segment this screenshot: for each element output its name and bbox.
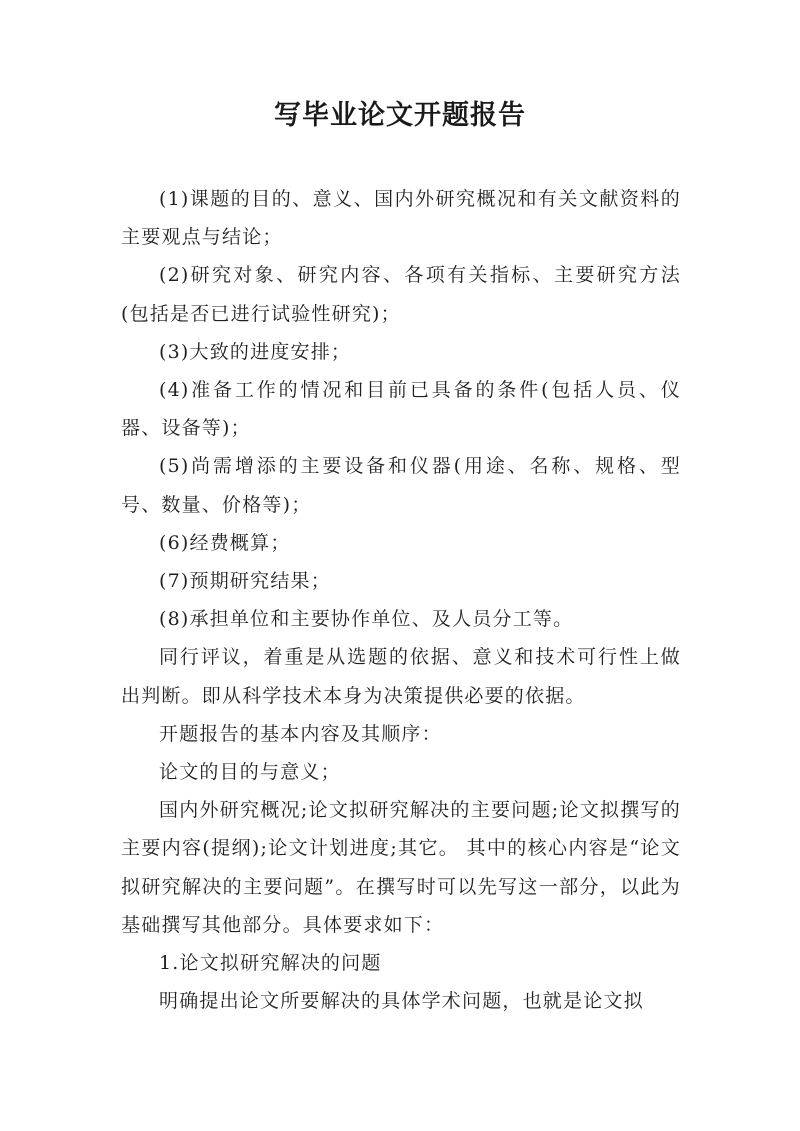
paragraph-14: 明确提出论文所要解决的具体学术问题，也就是论文拟 [159,990,644,1013]
document-title: 写毕业论文开题报告 [274,100,526,131]
paragraph-2: (2)研究对象、研究内容、各项有关指标、主要研究方法(包括是否已进行试验性研究)； [121,264,681,325]
document-body [121,180,681,1020]
paragraph-9: 同行评议，着重是从选题的依据、意义和技术可行性上做出判断。即从科学技术本身为决策提供必要的依据。 [121,646,681,707]
paragraph-5: (5)尚需增添的主要设备和仪器(用途、名称、规格、型号、数量、价格等)； [121,455,681,516]
paragraph-10: 开题报告的基本内容及其顺序： [159,722,442,745]
paragraph-13: 1.论文拟研究解决的问题 [159,952,382,975]
paragraph-4: (4)准备工作的情况和目前已具备的条件(包括人员、仪器、设备等)； [121,379,681,440]
paragraph-7: (7)预期研究结果； [159,570,331,593]
paragraph-3: (3)大致的进度安排； [159,340,352,363]
paragraph-1: (1)课题的目的、意义、国内外研究概况和有关文献资料的主要观点与结论； [121,188,681,249]
paragraph-6: (6)经费概算； [159,531,291,554]
paragraph-12: 国内外研究概况;论文拟研究解决的主要问题;论文拟撰写的主要内容(提纲);论文计划进度;其它。 其中的核心内容是“论文拟研究解决的主要问题”。在撰写时可以先写这一部分，以此为基础撰写其他部分。具体要求如下： [121,799,681,936]
paragraph-8: (8)承担单位和主要协作单位、及人员分工等。 [159,608,574,631]
paragraph-11: 论文的目的与意义； [159,761,341,784]
